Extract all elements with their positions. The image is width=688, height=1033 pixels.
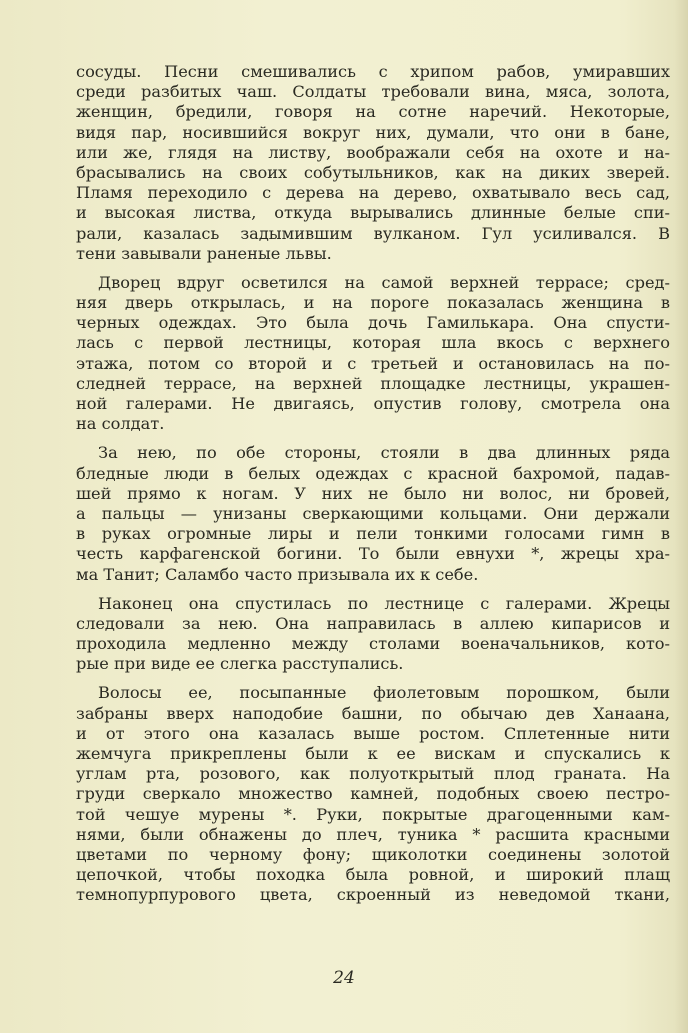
text-line: черных одеждах. Это была дочь Гамилькара. Она спусти- bbox=[76, 313, 670, 333]
text-line: женщин, бредили, говоря на сотне наречий. Некоторые, bbox=[76, 102, 670, 122]
text-line: забраны вверх наподобие башни, по обычаю дев Ханаана, bbox=[76, 703, 670, 723]
text-line: груди сверкало множество камней, подобных своею пестро- bbox=[76, 784, 670, 804]
text-line: и высокая листва, откуда вырывались длинные белые спи- bbox=[76, 203, 670, 223]
text-line: тени завывали раненые львы. bbox=[76, 243, 332, 263]
text-line: ной галерами. Не двигаясь, опустив голову, смотрела она bbox=[76, 394, 670, 413]
text-line: Волосы ее, посыпанные фиолетовым порошком, были bbox=[98, 683, 670, 703]
text-line: на солдат. bbox=[76, 414, 165, 434]
text-line: а пальцы — унизаны сверкающими кольцами. Они держали bbox=[76, 503, 670, 523]
text-line: шей прямо к ногам. У них не было ни волос, ни бровей, bbox=[76, 483, 670, 503]
text-line: цветами по черному фону; щиколотки соединены золотой bbox=[76, 844, 670, 864]
text-line: ма Танит; Саламбо часто призывала их к себе. bbox=[76, 564, 479, 584]
text-line: нями, были обнажены до плеч, туника * расшита красными bbox=[76, 824, 670, 844]
text-line: бледные люди в белых одеждах с красной бахромой, падав- bbox=[76, 463, 670, 483]
text-line: рали, казалась задымившим вулканом. Гул усиливался. В bbox=[76, 223, 670, 243]
text-line: Наконец она спустилась по лестнице с галерами. Жрецы bbox=[98, 593, 670, 613]
text-line: За нею, по обе стороны, стояли в два длинных ряда bbox=[98, 443, 670, 463]
text-line: няя дверь открылась, и на пороге показалась женщина в bbox=[76, 293, 670, 313]
text-line: цепочкой, чтобы походка была ровной, и широкий плащ bbox=[76, 865, 670, 885]
text-line: темнопурпурового цвета, скроенный из неведомой ткани, bbox=[76, 885, 670, 905]
text-line: проходила медленно между столами военачальников, кото- bbox=[76, 634, 670, 654]
page-number: 24 bbox=[333, 968, 355, 988]
text-line: среди разбитых чаш. Солдаты требовали вина, мяса, золота, bbox=[76, 82, 670, 102]
text-line: брасывались на своих собутыльников, как на диких зверей. bbox=[76, 162, 670, 182]
text-line: той чешуе мурены *. Руки, покрытые драгоценными кам- bbox=[76, 804, 670, 824]
text-line: следней террасе, на верхней площадке лестницы, украшен- bbox=[76, 373, 670, 393]
paragraph bbox=[76, 273, 670, 435]
text-line: углам рта, розового, как полуоткрытый плод граната. На bbox=[76, 764, 670, 784]
text-line: честь карфагенской богини. То были евнухи *, жрецы хра- bbox=[76, 544, 670, 564]
text-line: лась с первой лестницы, которая шла вкось с верхнего bbox=[76, 333, 670, 353]
text-line: видя пар, носившийся вокруг них, думали, что они в бане, bbox=[76, 122, 670, 142]
body-text bbox=[76, 62, 670, 915]
text-line: или же, глядя на листву, воображали себя на охоте и на- bbox=[76, 142, 670, 162]
paragraph bbox=[76, 683, 670, 905]
paragraph bbox=[76, 443, 670, 584]
text-line: сосуды. Песни смешивались с хрипом рабов, умиравших bbox=[76, 62, 670, 81]
paragraph bbox=[76, 594, 670, 675]
text-line: рые при виде ее слегка расступались. bbox=[76, 654, 404, 674]
paragraph bbox=[76, 62, 670, 264]
text-line: этажа, потом со второй и с третьей и остановилась на по- bbox=[76, 353, 670, 373]
text-line: в руках огромные лиры и пели тонкими голосами гимн в bbox=[76, 524, 670, 544]
text-line: и от этого она казалась выше ростом. Сплетенные нити bbox=[76, 723, 670, 743]
text-line: Дворец вдруг осветился на самой верхней террасе; сред- bbox=[98, 272, 670, 292]
text-line: Пламя переходило с дерева на дерево, охватывало весь сад, bbox=[76, 183, 670, 203]
text-line: следовали за нею. Она направилась в аллею кипарисов и bbox=[76, 613, 670, 633]
text-line: жемчуга прикреплены были к ее вискам и спускались к bbox=[76, 744, 670, 763]
